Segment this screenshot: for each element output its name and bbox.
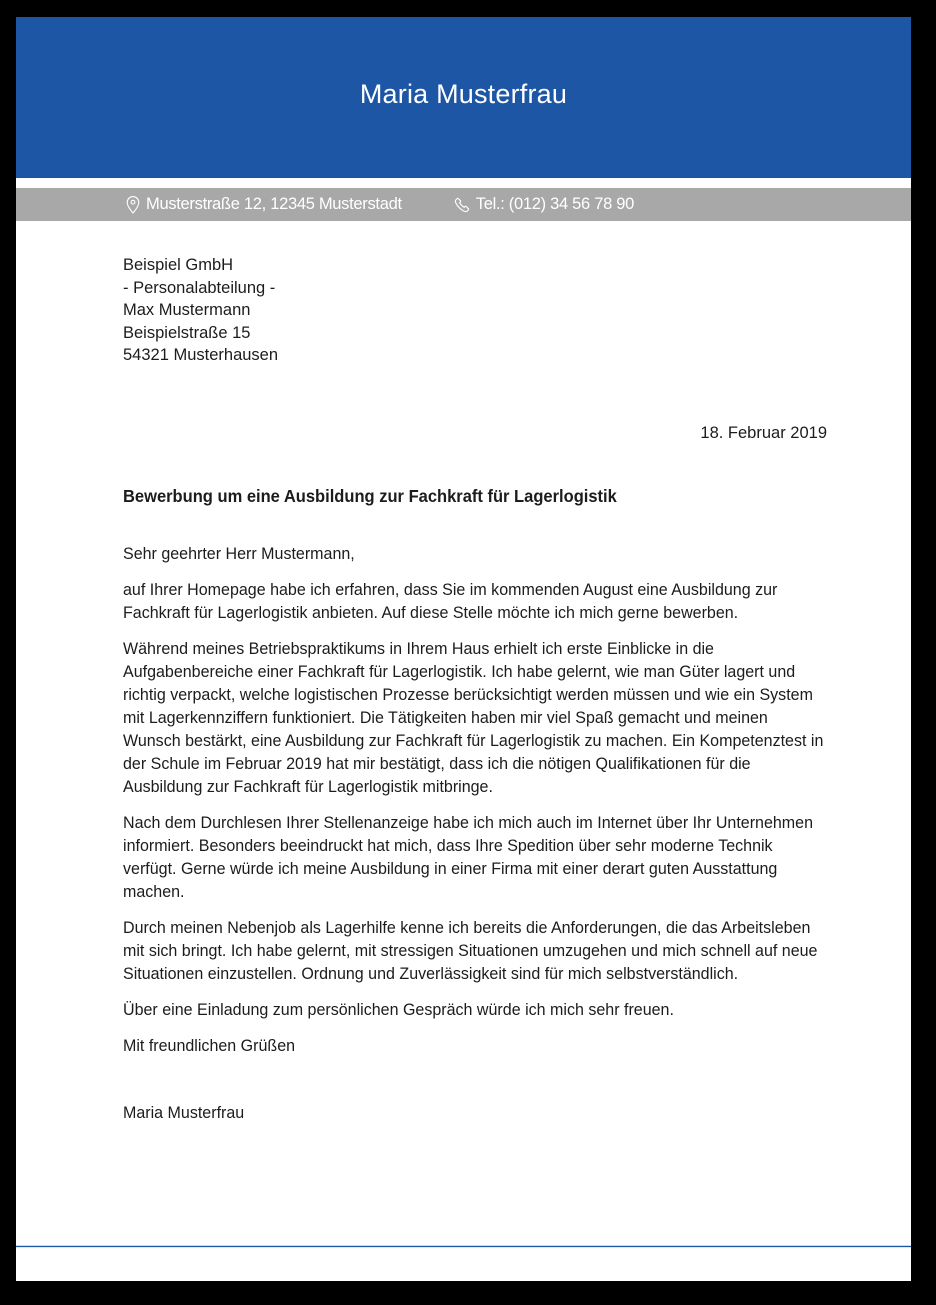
recipient-line: 54321 Musterhausen [123, 346, 279, 364]
footer-rule [16, 1245, 911, 1248]
letter-date: 18. Februar 2019 [700, 423, 827, 442]
signature-name: Maria Musterfrau [123, 1102, 245, 1122]
recipient-line: - Personalabteilung - [123, 278, 276, 297]
recipient-block [123, 254, 827, 367]
body-paragraph: auf Ihrer Homepage habe ich erfahren, dass Sie im kommenden August eine Ausbildung zur Fachkraft für Lagerlogistik anbieten. Auf diese Stelle möchte ich mich gerne bewerben. [123, 579, 778, 622]
signoff: Mit freundlichen Grüßen [123, 1035, 296, 1055]
address-text: Musterstraße 12, 12345 Musterstadt [146, 195, 402, 213]
recipient-line: Beispiel GmbH [123, 256, 234, 274]
contact-bar [16, 188, 911, 221]
recipient-line: Beispielstraße 15 [123, 323, 251, 342]
body-paragraph: Durch meinen Nebenjob als Lagerhilfe kenne ich bereits die Anforderungen, die das Arbeitsleben mit sich bringt. Ich habe gelernt, mit stressigen Situationen umzugehen und mich schnell auf neue Situationen einzustellen. Ordnung und Zuverlässigkeit sind für mich selbstverständlich. [123, 917, 818, 983]
subject-line: Bewerbung um eine Ausbildung zur Fachkraft für Lagerlogistik [123, 485, 617, 506]
address-item [126, 195, 402, 214]
applicant-name: Maria Musterfrau [359, 79, 568, 109]
phone-text: Tel.: (012) 34 56 78 90 [475, 195, 634, 213]
body-paragraph: Über eine Einladung zum persönlichen Gespräch würde ich mich sehr freuen. [123, 999, 674, 1019]
recipient-line: Max Mustermann [123, 301, 251, 319]
phone-icon [454, 197, 470, 213]
header-banner [16, 17, 911, 178]
salutation: Sehr geehrter Herr Mustermann, [123, 543, 355, 563]
body-paragraph: Während meines Betriebspraktikums in Ihrem Haus erhielt ich erste Einblicke in die Aufgabenbereiche einer Fachkraft für Lagerlogistik. Ich habe gelernt, wie man Güter lagert und richtig verpackt, welche logistischen Prozesse berücksichtigt werden müssen und wie ein System mit Lagerkennziffern funktioniert. Die Tätigkeiten haben mir viel Spaß gemacht und meinen Wunsch bestärkt, eine Ausbildung zur Fachkraft für Lagerlogistik zu machen. Ein Kompetenztest in der Schule im Februar 2019 hat mir bestätigt, dass ich die nötigen Qualifikationen für die Ausbildung zur Fachkraft für Lagerlogistik mitbringe. [123, 638, 824, 796]
phone-item [454, 195, 634, 214]
letter-body [16, 254, 911, 1124]
body-paragraph: Nach dem Durchlesen Ihrer Stellenanzeige habe ich mich auch im Internet über Ihr Unternehmen informiert. Besonders beeindruckt hat mich, dass Ihre Spedition über sehr moderne Technik verfügt. Gerne würde ich meine Ausbildung in einer Firma mit einer derart guten Ausstattung machen. [123, 812, 813, 901]
location-pin-icon [126, 196, 140, 214]
page [16, 17, 911, 1281]
